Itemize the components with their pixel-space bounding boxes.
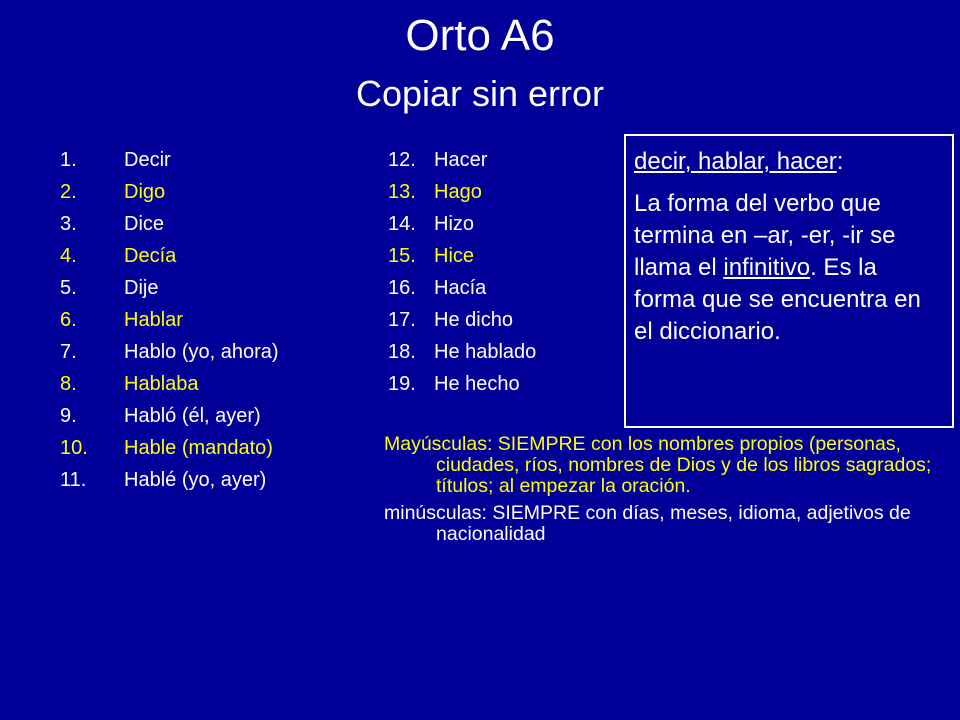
list-item-number: 1. <box>60 149 77 171</box>
definition-heading-colon: : <box>836 148 844 175</box>
definition-body-part1: La forma del verbo que termina en –ar, -er, -ir se llama el <box>634 190 896 281</box>
list-item-text: Hable (mandato) <box>124 437 273 459</box>
definition-box <box>624 134 954 428</box>
list-item-text: He hecho <box>434 373 520 395</box>
list-item-number: 4. <box>60 245 77 267</box>
slide-subtitle: Copiar sin error <box>355 73 605 114</box>
list-item-number: 17. <box>388 309 416 331</box>
list-item-number: 7. <box>60 341 77 363</box>
list-item-text: Hablo (yo, ahora) <box>124 341 279 363</box>
note-minusculas: minúsculas: SIEMPRE con días, meses, idioma, adjetivos de nacionalidad <box>384 502 911 545</box>
list-item-text: He hablado <box>434 341 537 363</box>
list-item-number: 14. <box>388 213 416 235</box>
list-item-text: He dicho <box>434 309 513 331</box>
list-item-number: 13. <box>388 181 416 203</box>
list-item-number: 8. <box>60 373 77 395</box>
list-item-text: Hago <box>434 181 482 203</box>
list-item-number: 15. <box>388 245 416 267</box>
list-item-text: Digo <box>124 181 166 203</box>
definition-body-part2: . Es la forma que se encuentra en el diccionario. <box>634 254 921 345</box>
list-item-text: Decía <box>124 245 177 267</box>
list-item-number: 16. <box>388 277 416 299</box>
definition-term-infinitivo: infinitivo <box>723 254 811 281</box>
definition-heading-verbs: decir, hablar, hacer <box>634 148 837 175</box>
note-mayusculas: Mayúsculas: SIEMPRE con los nombres propios (personas, ciudades, ríos, nombres de Dios y de los libros sagrados; títulos; al empezar la oración. <box>384 433 932 497</box>
list-item-number: 11. <box>60 469 87 491</box>
list-item-text: Dije <box>124 277 159 299</box>
definition-heading <box>634 146 942 178</box>
list-item-text: Hablaba <box>124 373 199 395</box>
list-item-text: Habló (él, ayer) <box>124 405 261 427</box>
list-item-number: 12. <box>388 149 416 171</box>
capitalization-notes <box>384 434 956 551</box>
list-item-text: Dice <box>124 213 165 235</box>
list-item-text: Decir <box>124 149 171 171</box>
list-item-number: 5. <box>60 277 77 299</box>
list-item-text: Hacer <box>434 149 488 171</box>
list-item-text: Hablar <box>124 309 183 331</box>
list-item-text: Hacía <box>434 277 487 299</box>
definition-body <box>634 188 942 348</box>
list-item-text: Hablé (yo, ayer) <box>124 469 267 491</box>
list-item-number: 10. <box>60 437 88 459</box>
list-item-number: 6. <box>60 309 77 331</box>
list-item-number: 9. <box>60 405 77 427</box>
list-item-number: 3. <box>60 213 77 235</box>
list-item-number: 18. <box>388 341 416 363</box>
slide-title: Orto A6 <box>405 11 555 60</box>
list-item-text: Hizo <box>434 213 475 235</box>
list-item-number: 19. <box>388 373 416 395</box>
list-item-text: Hice <box>434 245 475 267</box>
list-item-number: 2. <box>60 181 77 203</box>
